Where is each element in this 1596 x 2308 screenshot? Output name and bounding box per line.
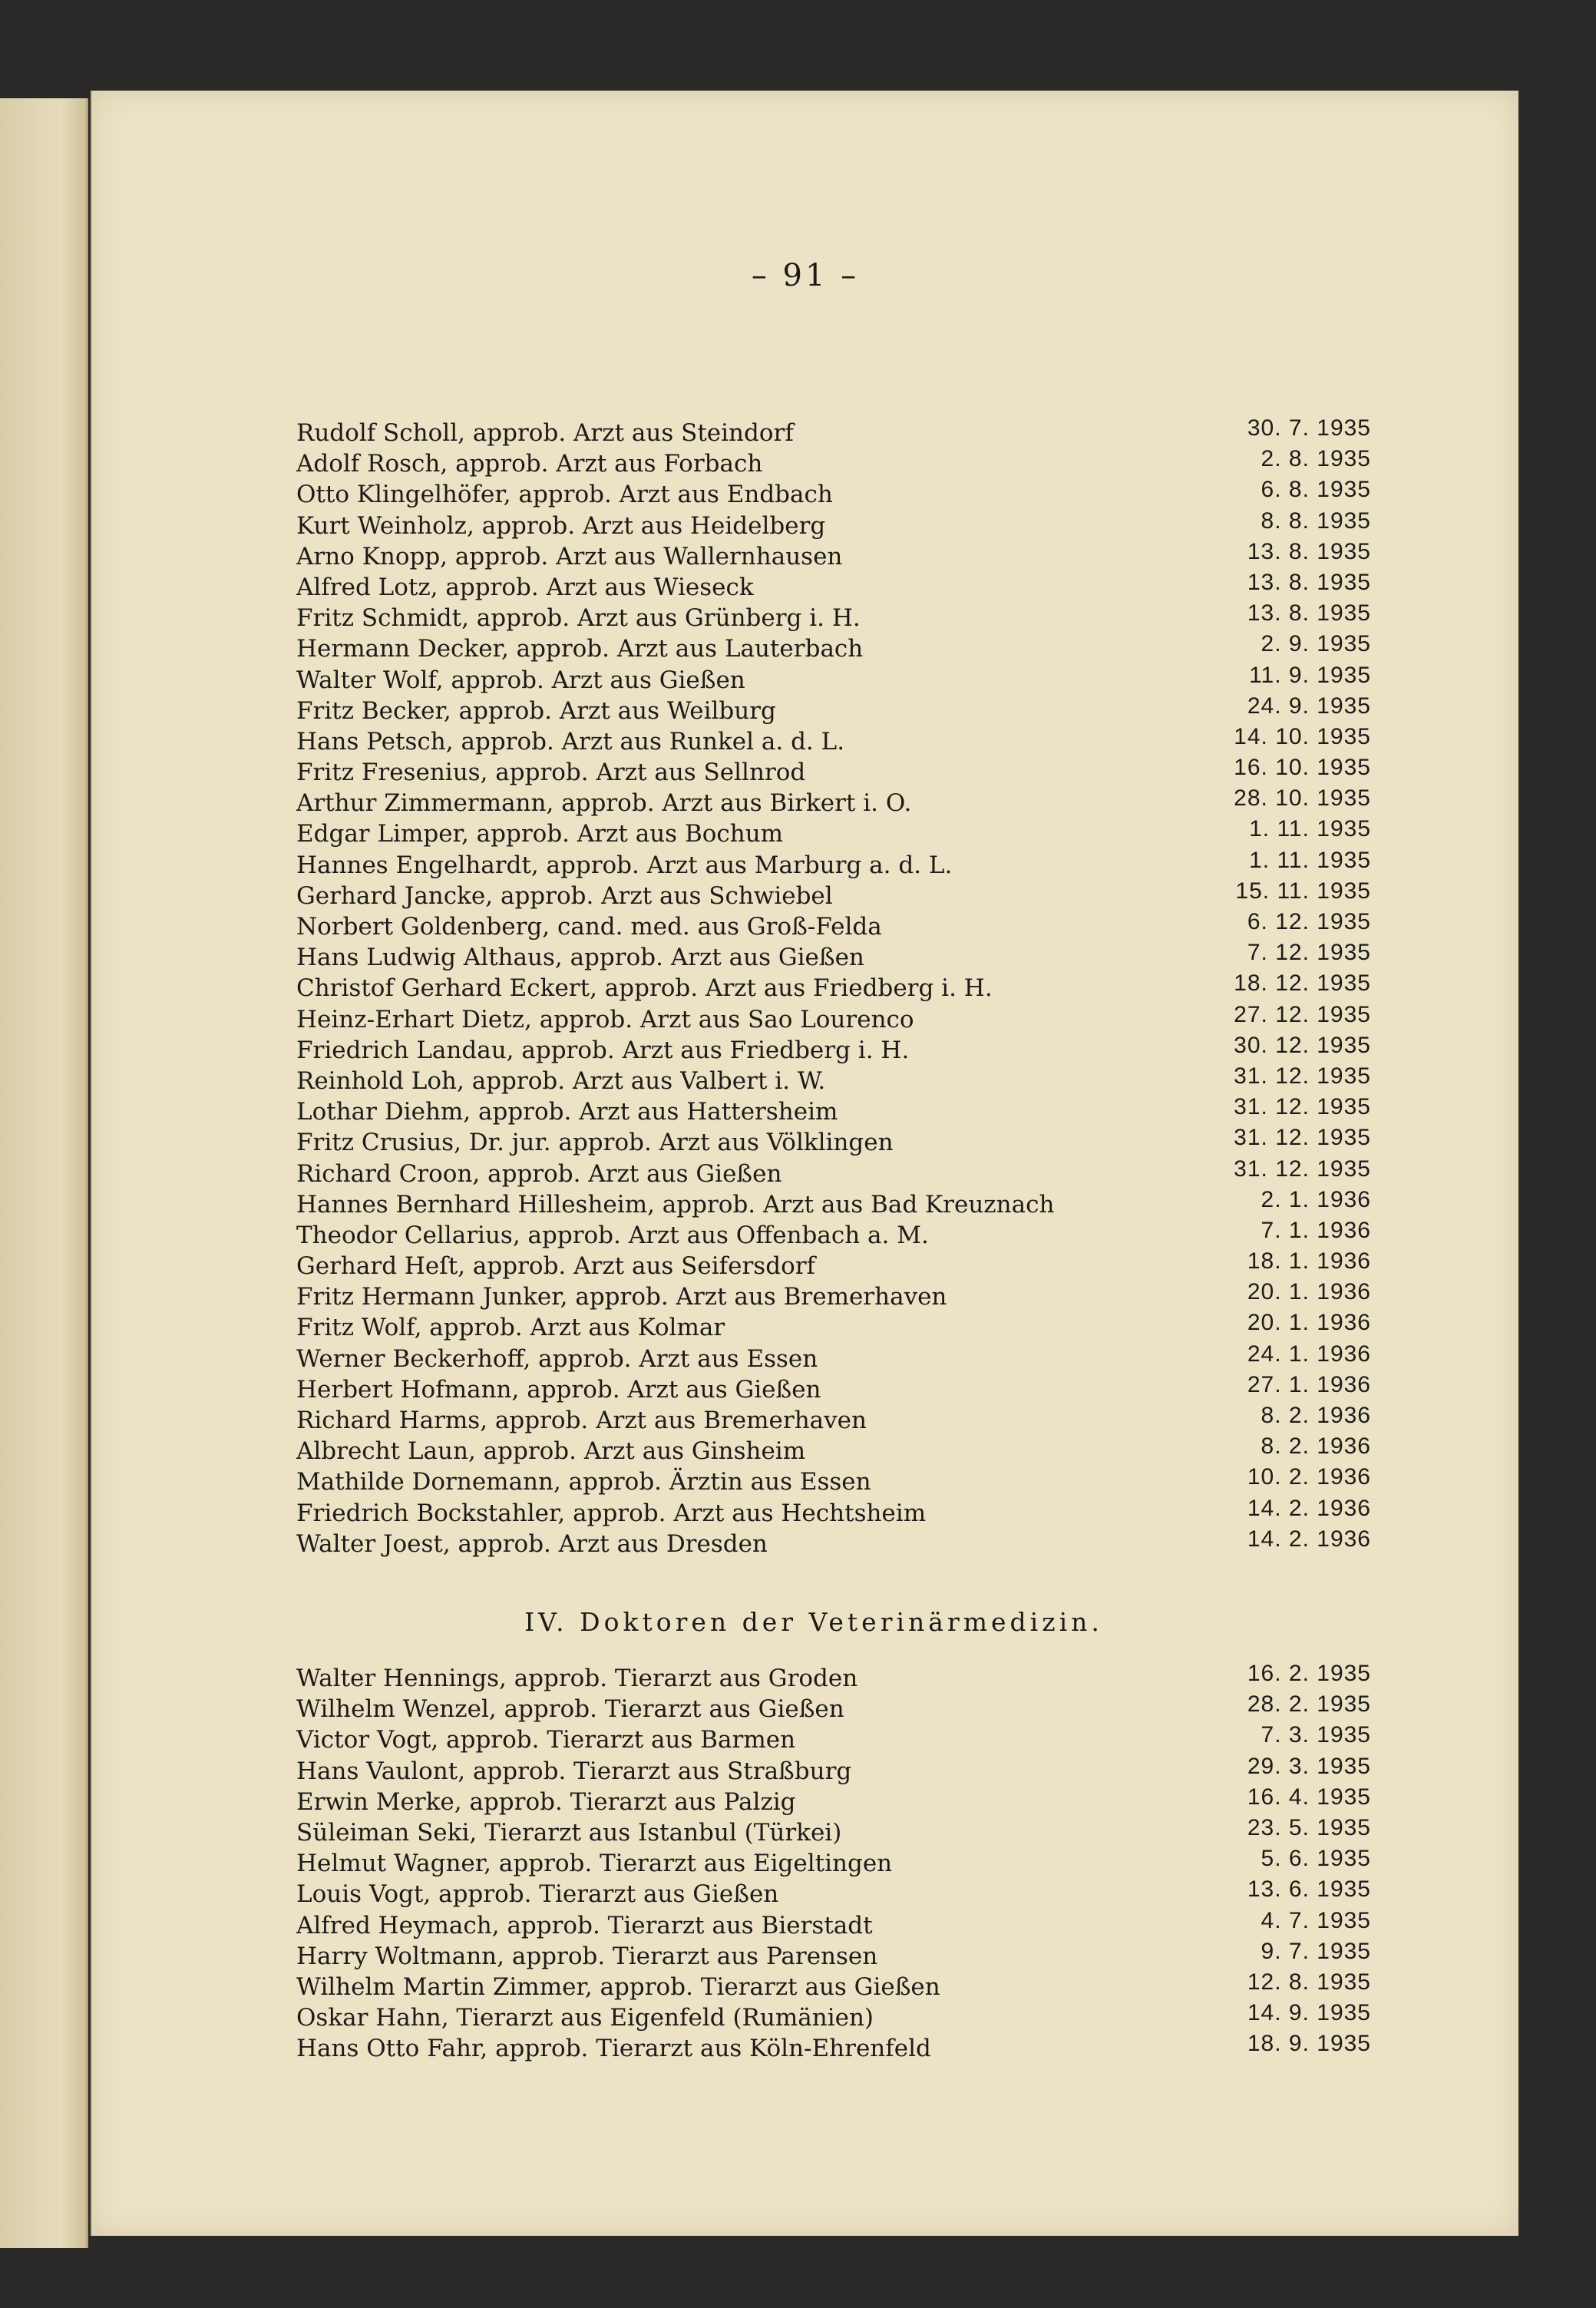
entry-date: 1. 11. 1935: [1249, 847, 1371, 873]
list-entry: [296, 878, 1371, 911]
entry-date: 8. 2. 1936: [1261, 1403, 1371, 1428]
entry-name: Hans Ludwig Althaus, approb. Arzt aus Gießen: [296, 944, 864, 972]
entry-name: Norbert Goldenberg, cand. med. aus Groß-Felda: [296, 913, 882, 941]
list-entry: [296, 1217, 1371, 1251]
entry-date: 2. 1. 1936: [1261, 1186, 1371, 1212]
list-entry: [296, 1848, 1371, 1879]
entry-date: 24. 9. 1935: [1247, 693, 1371, 719]
left-page-edge: [0, 98, 88, 2248]
entry-name: Alfred Heymach, approb. Tierarzt aus Bierstadt: [296, 1911, 873, 1939]
entry-date: 13. 6. 1935: [1247, 1876, 1371, 1903]
entry-date: 16. 2. 1935: [1247, 1661, 1371, 1686]
entry-name: Edgar Limper, approb. Arzt aus Bochum: [296, 820, 784, 848]
entry-date: 31. 12. 1935: [1234, 1063, 1371, 1089]
entry-date: 16. 10. 1935: [1234, 755, 1371, 781]
entry-date: 15. 11. 1935: [1235, 878, 1371, 904]
list-entry: [296, 757, 1371, 788]
entry-date: 13. 8. 1935: [1247, 569, 1371, 595]
entry-name: Wilhelm Wenzel, approb. Tierarzt aus Gießen: [296, 1695, 844, 1724]
entry-date: 7. 12. 1935: [1247, 940, 1371, 966]
entry-name: Theodor Cellarius, approb. Arzt aus Offenbach a. M.: [296, 1221, 929, 1249]
entry-name: Süleiman Seki, Tierarzt aus Istanbul (Türkei): [296, 1818, 842, 1847]
entry-date: 30. 7. 1935: [1247, 415, 1371, 441]
list-entry: [296, 1691, 1371, 1724]
entry-date: 13. 8. 1935: [1247, 600, 1371, 627]
list-entry: [296, 415, 1371, 448]
entry-date: 14. 10. 1935: [1234, 723, 1371, 749]
list-entry: [296, 1063, 1371, 1096]
list-entry: [296, 1405, 1371, 1436]
list-entry: [296, 633, 1371, 664]
list-entry: [296, 1466, 1371, 1497]
entry-date: 5. 6. 1935: [1261, 1846, 1371, 1872]
entry-name: Heinz-Erhart Dietz, approb. Arzt aus Sao Lourenco: [296, 1005, 914, 1033]
list-entry: [296, 1876, 1371, 1910]
entry-date: 6. 8. 1935: [1261, 477, 1371, 503]
list-entry: [296, 818, 1371, 849]
list-entry: [296, 911, 1371, 942]
entry-date: 2. 9. 1935: [1261, 631, 1371, 657]
entry-name: Walter Wolf, approb. Arzt aus Gießen: [296, 666, 745, 694]
entry-date: 14. 9. 1935: [1247, 2000, 1371, 2026]
entry-date: 24. 1. 1936: [1247, 1341, 1371, 1367]
entry-date: 12. 8. 1935: [1247, 1969, 1371, 1995]
entry-name: Hans Vaulont, approb. Tierarzt aus Straßburg: [296, 1757, 852, 1785]
entry-date: 28. 2. 1935: [1247, 1691, 1371, 1718]
entry-name: Hermann Decker, approb. Arzt aus Lauterbach: [296, 635, 864, 663]
list-entry: [296, 1753, 1371, 1787]
entry-name: Fritz Crusius, Dr. jur. approb. Arzt aus Völklingen: [296, 1129, 894, 1157]
entry-name: Fritz Wolf, approb. Arzt aus Kolmar: [296, 1314, 725, 1342]
entry-name: Arno Knopp, approb. Arzt aus Wallernhausen: [296, 542, 843, 570]
entry-date: 14. 2. 1936: [1247, 1495, 1371, 1521]
entry-date: 18. 1. 1936: [1247, 1248, 1371, 1275]
entry-name: Fritz Schmidt, approb. Arzt aus Grünberg i. H.: [296, 604, 861, 633]
list-entry: [296, 662, 1371, 696]
entry-name: Reinhold Loh, approb. Arzt aus Valbert i. W.: [296, 1066, 826, 1095]
entry-date: 20. 1. 1936: [1247, 1310, 1371, 1336]
entry-date: 7. 3. 1935: [1261, 1722, 1371, 1748]
list-entry: [296, 1724, 1371, 1755]
section-heading-veterinary: IV. Doktoren der Veterinärmedizin.: [524, 1607, 1103, 1637]
entry-name: Victor Vogt, approb. Tierarzt aus Barmen: [296, 1726, 796, 1754]
list-entry: [296, 693, 1371, 726]
entry-name: Adolf Rosch, approb. Arzt aus Forbach: [296, 450, 763, 478]
entry-name: Lothar Diehm, approb. Arzt aus Hattersheim: [296, 1098, 838, 1126]
entry-name: Walter Hennings, approb. Tierarzt aus Groden: [296, 1665, 858, 1692]
list-entry: [296, 847, 1371, 881]
entry-name: Friedrich Landau, approb. Arzt aus Friedberg i. H.: [296, 1036, 910, 1064]
entry-date: 18. 12. 1935: [1234, 970, 1371, 997]
entry-name: Richard Croon, approb. Arzt aus Gießen: [296, 1159, 782, 1188]
entry-name: Mathilde Dornemann, approb. Ärztin aus Essen: [296, 1468, 871, 1496]
entry-date: 1. 11. 1935: [1249, 816, 1371, 842]
entry-name: Hannes Engelhardt, approb. Arzt aus Marburg a. d. L.: [296, 851, 953, 879]
list-entry: [296, 1814, 1371, 1848]
entry-name: Erwin Merke, approb. Tierarzt aus Palzig: [296, 1787, 796, 1816]
entry-date: 6. 12. 1935: [1247, 909, 1371, 934]
entry-name: Gerhard Jancke, approb. Arzt aus Schwiebel: [296, 881, 833, 910]
entry-name: Gerhard Heſt, approb. Arzt aus Seifersdorf: [296, 1252, 816, 1281]
entry-date: 8. 8. 1935: [1261, 508, 1371, 534]
list-entry: [296, 1433, 1371, 1466]
list-entry: [296, 2002, 1371, 2033]
list-entry: [296, 1127, 1371, 1158]
list-entry: [296, 569, 1371, 603]
entry-date: 2. 8. 1935: [1261, 446, 1371, 472]
list-entry: [296, 942, 1371, 973]
list-entry: [296, 1526, 1371, 1559]
list-entry: [296, 508, 1371, 541]
entry-date: 10. 2. 1936: [1247, 1464, 1371, 1490]
entry-name: Fritz Becker, approb. Arzt aus Weilburg: [296, 696, 776, 725]
entry-date: 31. 12. 1935: [1234, 1094, 1371, 1120]
list-entry: [296, 1341, 1371, 1374]
entry-name: Rudolf Scholl, approb. Arzt aus Steindorf: [296, 419, 794, 447]
list-entry: [296, 970, 1371, 1004]
entry-date: 7. 1. 1936: [1261, 1217, 1371, 1243]
list-entry: [296, 1096, 1371, 1127]
entry-date: 20. 1. 1936: [1247, 1279, 1371, 1305]
entry-name: Werner Beckerhoff, approb. Arzt aus Essen: [296, 1344, 818, 1373]
entry-name: Walter Joest, approb. Arzt aus Dresden: [296, 1529, 768, 1558]
entry-date: 14. 2. 1936: [1247, 1526, 1371, 1552]
entry-date: 9. 7. 1935: [1261, 1938, 1371, 1964]
list-entry: [296, 1281, 1371, 1312]
physicians-list: [296, 415, 1371, 1559]
list-entry: [296, 600, 1371, 633]
list-entry: [296, 1663, 1371, 1694]
list-entry: [296, 1032, 1371, 1066]
entry-name: Louis Vogt, approb. Tierarzt aus Gießen: [296, 1880, 779, 1909]
list-entry: [296, 1969, 1371, 2002]
entry-name: Harry Woltmann, approb. Tierarzt aus Parensen: [296, 1942, 878, 1970]
entry-date: 27. 1. 1936: [1247, 1371, 1371, 1397]
entry-name: Hans Otto Fahr, approb. Tierarzt aus Köln-Ehrenfeld: [296, 2035, 931, 2063]
entry-date: 13. 8. 1935: [1247, 538, 1371, 564]
entry-name: Wilhelm Martin Zimmer, approb. Tierarzt aus Gießen: [296, 1972, 940, 2001]
entry-name: Fritz Fresenius, approb. Arzt aus Sellnrod: [296, 759, 806, 787]
entry-date: 30. 12. 1935: [1234, 1032, 1371, 1058]
list-entry: [296, 1312, 1371, 1343]
list-entry: [296, 2033, 1371, 2064]
list-entry: [296, 479, 1371, 510]
list-entry: [296, 1371, 1371, 1405]
list-entry: [296, 1938, 1371, 1972]
entry-date: 8. 2. 1936: [1261, 1433, 1371, 1460]
entry-name: Kurt Weinholz, approb. Arzt aus Heidelberg: [296, 511, 826, 540]
entry-date: 16. 4. 1935: [1247, 1784, 1371, 1810]
list-entry: [296, 1156, 1371, 1189]
list-entry: [296, 1784, 1371, 1817]
list-entry: [296, 1001, 1371, 1035]
entry-name: Arthur Zimmermann, approb. Arzt aus Birkert i. O.: [296, 789, 912, 818]
list-entry: [296, 785, 1371, 818]
book-page: [91, 91, 1518, 2236]
entry-name: Hans Petsch, approb. Arzt aus Runkel a. d. L.: [296, 727, 845, 756]
entry-date: 31. 12. 1935: [1234, 1125, 1371, 1151]
entry-name: Helmut Wagner, approb. Tierarzt aus Eigeltingen: [296, 1850, 893, 1878]
list-entry: [296, 1186, 1371, 1220]
entry-name: Herbert Hofmann, approb. Arzt aus Gießen: [296, 1375, 821, 1404]
entry-date: 23. 5. 1935: [1247, 1814, 1371, 1840]
entry-name: Fritz Hermann Junker, approb. Arzt aus Bremerhaven: [296, 1283, 947, 1311]
list-entry: [296, 448, 1371, 479]
list-entry: [296, 1495, 1371, 1529]
entry-date: 18. 9. 1935: [1247, 2031, 1371, 2057]
entry-date: 29. 3. 1935: [1247, 1753, 1371, 1779]
entry-date: 11. 9. 1935: [1249, 662, 1371, 688]
entry-name: Oskar Hahn, Tierarzt aus Eigenfeld (Rumänien): [296, 2004, 874, 2032]
list-entry: [296, 723, 1371, 757]
entry-date: 27. 12. 1935: [1234, 1001, 1371, 1027]
entry-name: Richard Harms, approb. Arzt aus Bremerhaven: [296, 1407, 867, 1434]
entry-name: Christof Gerhard Eckert, approb. Arzt aus Friedberg i. H.: [296, 974, 993, 1003]
entry-name: Albrecht Laun, approb. Arzt aus Ginsheim: [296, 1437, 806, 1466]
entry-name: Friedrich Bockstahler, approb. Arzt aus Hechtsheim: [296, 1499, 927, 1527]
entry-name: Otto Klingelhöfer, approb. Arzt aus Endbach: [296, 481, 833, 509]
entry-date: 31. 12. 1935: [1234, 1156, 1371, 1182]
entry-name: Alfred Lotz, approb. Arzt aus Wieseck: [296, 573, 754, 601]
entry-date: 4. 7. 1935: [1261, 1907, 1371, 1933]
list-entry: [296, 538, 1371, 572]
list-entry: [296, 1248, 1371, 1281]
veterinarians-list: [296, 1663, 1371, 2064]
page-number: – 91 –: [751, 258, 860, 293]
entry-date: 28. 10. 1935: [1234, 785, 1371, 812]
list-entry: [296, 1907, 1371, 1941]
entry-name: Hannes Bernhard Hillesheim, approb. Arzt aus Bad Kreuznach: [296, 1190, 1055, 1218]
